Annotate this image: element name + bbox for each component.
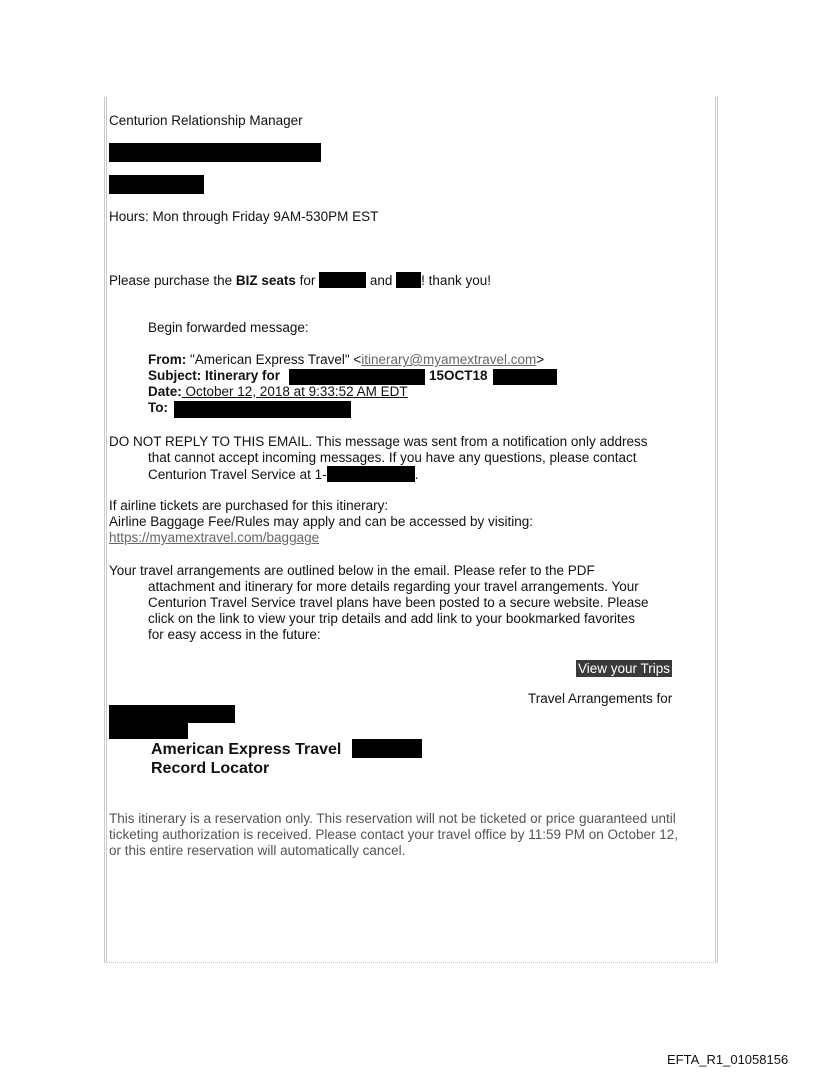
disclaimer-line2: ticketing authorization is received. Please contact your travel office by 11:59 PM on October 12, bbox=[109, 827, 679, 842]
notice-line2: that cannot accept incoming messages. If you have any questions, please contact bbox=[148, 450, 637, 465]
from-email-link[interactable]: itinerary@myamextravel.com bbox=[361, 352, 537, 367]
from-name: "American Express Travel" < bbox=[186, 352, 362, 367]
redacted-inline bbox=[396, 272, 421, 288]
from-close: > bbox=[536, 352, 545, 367]
forwarded-to bbox=[148, 400, 168, 416]
forwarded-from bbox=[148, 352, 544, 368]
baggage-link[interactable]: https://myamextravel.com/baggage bbox=[109, 530, 320, 545]
redacted-block bbox=[493, 369, 557, 385]
date-value: October 12, 2018 at 9:33:52 AM EDT bbox=[181, 384, 408, 399]
redacted-block bbox=[109, 720, 188, 739]
footer-document-id: EFTA_R1_01058156 bbox=[667, 1052, 789, 1067]
signature-hours: Hours: Mon through Friday 9AM-530PM EST bbox=[109, 209, 379, 224]
redacted-block bbox=[174, 401, 351, 418]
request-for: for bbox=[295, 273, 320, 288]
request-and: and bbox=[366, 273, 397, 288]
forwarded-date bbox=[148, 384, 408, 400]
from-label: From: bbox=[148, 352, 187, 367]
arrangements-line5: for easy access in the future: bbox=[148, 627, 321, 642]
record-locator-heading: Record Locator bbox=[151, 760, 270, 777]
arrangements-line2: attachment and itinerary for more details regarding your travel arrangements. Your bbox=[148, 579, 639, 594]
notice-line1: DO NOT REPLY TO THIS EMAIL. This message was sent from a notification only address bbox=[109, 434, 648, 449]
redacted-block bbox=[109, 175, 204, 194]
date-label: Date: bbox=[148, 384, 182, 399]
baggage-line2: Airline Baggage Fee/Rules may apply and can be accessed by visiting: bbox=[109, 514, 533, 529]
signature-title: Centurion Relationship Manager bbox=[109, 113, 303, 128]
notice-line3-suffix: . bbox=[414, 467, 419, 482]
subject-label: Subject: Itinerary for bbox=[148, 368, 281, 383]
request-line bbox=[109, 272, 491, 289]
subject-date-text: 15OCT18 bbox=[429, 368, 488, 383]
travel-arrangements-for: Travel Arrangements for bbox=[528, 691, 673, 706]
view-trips-button[interactable]: View your Trips bbox=[578, 661, 671, 676]
subject-date bbox=[429, 368, 488, 384]
disclaimer-line3: or this entire reservation will automatically cancel. bbox=[109, 843, 406, 858]
arrangements-line4: click on the link to view your trip details and add link to your bookmarked favorites bbox=[148, 611, 635, 626]
request-prefix: Please purchase the bbox=[109, 273, 236, 288]
to-label: To: bbox=[148, 400, 168, 415]
request-bold: BIZ seats bbox=[235, 273, 296, 288]
redacted-block bbox=[352, 739, 422, 758]
request-suffix: ! thank you! bbox=[421, 273, 491, 288]
notice-line3-prefix: Centurion Travel Service at 1- bbox=[148, 467, 327, 482]
redacted-inline bbox=[327, 466, 415, 482]
forwarded-intro: Begin forwarded message: bbox=[148, 320, 309, 335]
arrangements-line3: Centurion Travel Service travel plans have been posted to a secure website. Please bbox=[148, 595, 649, 610]
redacted-inline bbox=[319, 272, 366, 288]
arrangements-line1: Your travel arrangements are outlined below in the email. Please refer to the PDF bbox=[109, 563, 595, 578]
forwarded-subject bbox=[148, 368, 280, 384]
redacted-block bbox=[289, 369, 425, 385]
notice-line3 bbox=[148, 466, 418, 483]
company-heading: American Express Travel bbox=[151, 741, 342, 758]
baggage-line1: If airline tickets are purchased for this itinerary: bbox=[109, 498, 389, 513]
redacted-block bbox=[109, 143, 321, 162]
disclaimer-line1: This itinerary is a reservation only. This reservation will not be ticketed or price guaranteed until bbox=[109, 811, 676, 826]
